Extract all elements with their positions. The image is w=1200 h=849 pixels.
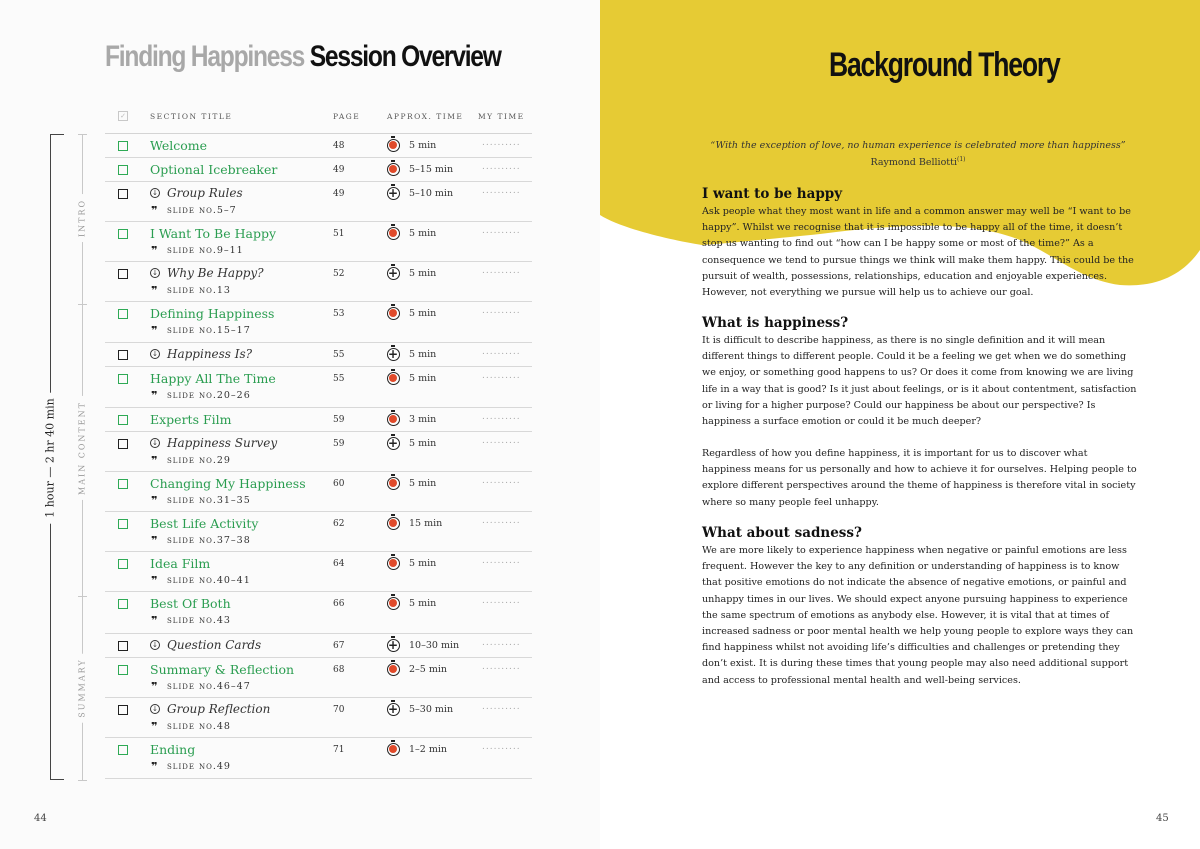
row-checkbox[interactable] <box>118 479 128 489</box>
quote-text: “With the exception of love, no human experience is celebrated more than happiness” <box>710 140 1126 151</box>
table-row <box>105 634 532 658</box>
row-time: 15 min <box>409 518 443 529</box>
row-page: 55 <box>333 374 345 384</box>
quote-reference: (1) <box>956 156 966 163</box>
row-title: Welcome <box>150 138 208 153</box>
timer-icon <box>387 477 400 490</box>
section-label-summary: SUMMARY <box>78 653 87 722</box>
row-time: 5 min <box>409 308 437 319</box>
row-time: 5 min <box>409 478 437 489</box>
table-row <box>105 698 532 738</box>
right-page <box>600 0 1200 849</box>
slide-quote-icon: ❞ <box>151 244 159 257</box>
row-time: 5 min <box>409 268 437 279</box>
page-number-right: 45 <box>1156 813 1169 824</box>
slide-reference <box>151 204 237 217</box>
table-row <box>105 432 532 472</box>
slide-quote-icon: ❞ <box>151 720 159 733</box>
optional-timer-icon: + <box>388 266 399 280</box>
optional-timer-icon: + <box>388 436 399 450</box>
row-checkbox[interactable] <box>118 229 128 239</box>
heading-what-is-happiness: What is happiness? <box>702 315 849 331</box>
row-time: 5–10 min <box>409 188 454 199</box>
quote-author-name: Raymond Belliotti <box>870 157 957 169</box>
row-time: 5 min <box>409 228 437 239</box>
title-light: Finding Happiness <box>105 40 305 73</box>
my-time-field[interactable]: .......... <box>482 476 521 486</box>
row-checkbox[interactable] <box>118 141 128 151</box>
row-page: 64 <box>333 559 345 569</box>
table-row <box>105 472 532 512</box>
heading-what-about-sadness: What about sadness? <box>702 525 862 541</box>
row-title: Group Rules <box>167 186 243 200</box>
my-time-field[interactable]: .......... <box>482 138 521 148</box>
slide-reference <box>151 454 231 467</box>
row-checkbox[interactable] <box>118 189 128 199</box>
download-icon: ↓ <box>150 640 160 650</box>
slide-quote-icon: ❞ <box>151 760 159 773</box>
slide-reference <box>151 680 251 693</box>
download-icon: ↓ <box>150 704 160 714</box>
row-title: Summary & Reflection <box>150 662 295 677</box>
table-row <box>105 658 532 698</box>
row-page: 67 <box>333 641 345 651</box>
table-row <box>105 158 532 182</box>
slide-label: slide no.46–47 <box>167 681 251 692</box>
section-label-intro: INTRO <box>78 194 87 242</box>
row-checkbox[interactable] <box>118 599 128 609</box>
slide-reference <box>151 760 231 773</box>
row-time: 5–30 min <box>409 704 454 715</box>
row-checkbox[interactable] <box>118 705 128 715</box>
table-row <box>105 512 532 552</box>
slide-label: slide no.5–7 <box>167 205 237 216</box>
row-checkbox[interactable] <box>118 165 128 175</box>
timer-icon <box>387 139 400 152</box>
slide-quote-icon: ❞ <box>151 574 159 587</box>
slide-label: slide no.48 <box>167 721 231 732</box>
optional-timer-icon: + <box>388 638 399 652</box>
slide-quote-icon: ❞ <box>151 284 159 297</box>
slide-label: slide no.13 <box>167 285 231 296</box>
optional-timer-icon: + <box>388 702 399 716</box>
header-section-title: SECTION TITLE <box>150 112 233 121</box>
my-time-field[interactable]: .......... <box>482 516 521 526</box>
slide-reference <box>151 534 251 547</box>
my-time-field[interactable]: .......... <box>482 371 521 381</box>
header-page: PAGE <box>333 112 361 121</box>
timer-icon <box>387 743 400 756</box>
timer-icon <box>387 163 400 176</box>
row-time: 5 min <box>409 598 437 609</box>
row-checkbox[interactable] <box>118 519 128 529</box>
heading-want-to-be-happy: I want to be happy <box>702 186 843 202</box>
slide-reference <box>151 574 251 587</box>
row-checkbox[interactable] <box>118 269 128 279</box>
row-page: 68 <box>333 665 345 675</box>
row-checkbox[interactable] <box>118 745 128 755</box>
row-checkbox[interactable] <box>118 350 128 360</box>
row-time: 2–5 min <box>409 664 448 675</box>
row-title: Defining Happiness <box>150 306 275 321</box>
row-time: 5 min <box>409 349 437 360</box>
table-row <box>105 552 532 592</box>
slide-quote-icon: ❞ <box>151 680 159 693</box>
title-dark: Session Overview <box>309 40 501 73</box>
row-title: I Want To Be Happy <box>150 226 277 241</box>
row-page: 48 <box>333 141 345 151</box>
table-row <box>105 592 532 634</box>
row-page: 59 <box>333 415 345 425</box>
slide-quote-icon: ❞ <box>151 324 159 337</box>
table-row <box>105 182 532 222</box>
slide-quote-icon: ❞ <box>151 494 159 507</box>
row-title: Happiness Is? <box>167 347 253 361</box>
row-checkbox[interactable] <box>118 374 128 384</box>
slide-reference <box>151 720 231 733</box>
row-title: Experts Film <box>150 412 232 427</box>
paragraph-what-about-sadness: We are more likely to experience happiness when negative or painful emotions are less frequent. However the key to any definition or understanding of happiness is to know that positive emotions do not indicate the absence of negative emotions, or painful and unhappy times in our lives. We should expect anyone pursuing happiness to experience the same spectrum of emotions as anybody else. However, it is vital that at times of increased sadness or poor mental health we help young people to explore ways they can find happiness whilst not avoiding life’s difficulties and challenges or pretending they don’t exist. It is during these times that young people may also need additional support and access to professional mental health and well-being services. <box>702 545 1134 686</box>
header-approx-time: APPROX. TIME <box>387 112 464 121</box>
optional-timer-icon: + <box>388 186 399 200</box>
slide-label: slide no.40–41 <box>167 575 251 586</box>
my-time-field[interactable]: .......... <box>482 347 521 357</box>
slide-reference <box>151 389 251 402</box>
my-time-field[interactable]: .......... <box>482 596 521 606</box>
my-time-field[interactable]: .......... <box>482 306 521 316</box>
table-row <box>105 408 532 432</box>
slide-label: slide no.15–17 <box>167 325 251 336</box>
timer-icon <box>387 372 400 385</box>
timer-icon <box>387 557 400 570</box>
row-page: 49 <box>333 189 345 199</box>
my-time-field[interactable]: .......... <box>482 226 521 236</box>
row-checkbox[interactable] <box>118 439 128 449</box>
row-time: 1–2 min <box>409 744 448 755</box>
slide-label: slide no.31–35 <box>167 495 251 506</box>
row-time: 5 min <box>409 438 437 449</box>
row-checkbox[interactable] <box>118 665 128 675</box>
timer-icon <box>387 307 400 320</box>
row-time: 5 min <box>409 558 437 569</box>
table-row <box>105 222 532 262</box>
section-label-main: MAIN CONTENT <box>78 396 87 500</box>
slide-quote-icon: ❞ <box>151 389 159 402</box>
row-page: 60 <box>333 479 345 489</box>
section-tick <box>78 134 87 135</box>
my-time-field[interactable]: .......... <box>482 436 521 446</box>
table-row <box>105 738 532 779</box>
slide-reference <box>151 324 251 337</box>
my-time-field[interactable]: .......... <box>482 412 521 422</box>
page-number-left: 44 <box>34 813 47 824</box>
slide-quote-icon: ❞ <box>151 614 159 627</box>
row-checkbox[interactable] <box>118 559 128 569</box>
my-time-field[interactable]: .......... <box>482 266 521 276</box>
timer-icon <box>387 663 400 676</box>
slide-label: slide no.49 <box>167 761 231 772</box>
slide-label: slide no.37–38 <box>167 535 251 546</box>
slide-quote-icon: ❞ <box>151 534 159 547</box>
my-time-field[interactable]: .......... <box>482 742 521 752</box>
table-row <box>105 134 532 158</box>
paragraph-what-is-happiness: It is difficult to describe happiness, as there is no single definition and it will mean different things to different people. Could it be a feeling we get when we do something we enjoy, or something good happens to us? Or does it come from knowing we are living life in a way that is good? Is it just about feelings, or is it about contentment, satisfaction or living for a higher purpose? Could our happiness be about our perspective? Is happiness a surface emotion or could it be much deeper? <box>702 335 1137 428</box>
section-tick <box>78 780 87 781</box>
my-time-field[interactable]: .......... <box>482 162 521 172</box>
row-time: 3 min <box>409 414 437 425</box>
header-my-time: MY TIME <box>478 112 525 121</box>
download-icon: ↓ <box>150 188 160 198</box>
row-title: Best Of Both <box>150 596 231 611</box>
row-title: Idea Film <box>150 556 211 571</box>
row-page: 51 <box>333 229 345 239</box>
row-title: Changing My Happiness <box>150 476 306 491</box>
my-time-field[interactable]: .......... <box>482 702 521 712</box>
table-header <box>105 106 532 134</box>
row-title: Best Life Activity <box>150 516 259 531</box>
download-icon: ↓ <box>150 349 160 359</box>
quote-author <box>702 156 1134 168</box>
row-checkbox[interactable] <box>118 641 128 651</box>
check-header-icon: ✓ <box>118 111 128 121</box>
slide-reference <box>151 494 251 507</box>
row-page: 52 <box>333 269 345 279</box>
row-page: 55 <box>333 350 345 360</box>
row-title: Optional Icebreaker <box>150 162 278 177</box>
optional-timer-icon: + <box>388 347 399 361</box>
slide-reference <box>151 244 244 257</box>
row-page: 53 <box>333 309 345 319</box>
slide-reference <box>151 614 231 627</box>
duration-label: 1 hour — 2 hr 40 min <box>44 392 57 523</box>
timer-icon <box>387 413 400 426</box>
table-row <box>105 367 532 408</box>
my-time-field[interactable]: .......... <box>482 638 521 648</box>
slide-label: slide no.43 <box>167 615 231 626</box>
row-page: 71 <box>333 745 345 755</box>
my-time-field[interactable]: .......... <box>482 186 521 196</box>
my-time-field[interactable]: .......... <box>482 662 521 672</box>
row-title: Happiness Survey <box>167 436 278 450</box>
download-icon: ↓ <box>150 268 160 278</box>
background-theory-title: Background Theory <box>829 46 1060 84</box>
slide-quote-icon: ❞ <box>151 454 159 467</box>
table-row <box>105 302 532 343</box>
row-title: Question Cards <box>167 638 262 652</box>
page-title <box>105 40 501 74</box>
table-row <box>105 262 532 302</box>
paragraph-want-to-be-happy: Ask people what they most want in life and a common answer may well be “I want to be happy”. Whilst we recognise that it is impossible to be happy all of the time, it doesn’t stop us wanting to find out “how can I be happy some or most of the time?” As a consequence we tend to pursue things we think will make them happy. This could be the pursuit of wealth, possessions, relationships, education and enjoyable experiences. However, not everything we pursue will help us to achieve our goal. <box>702 206 1134 299</box>
my-time-field[interactable]: .......... <box>482 556 521 566</box>
slide-label: slide no.20–26 <box>167 390 251 401</box>
row-page: 59 <box>333 439 345 449</box>
row-checkbox[interactable] <box>118 309 128 319</box>
row-title: Group Reflection <box>167 702 271 716</box>
row-time: 5–15 min <box>409 164 454 175</box>
row-page: 70 <box>333 705 345 715</box>
row-time: 5 min <box>409 373 437 384</box>
row-time: 10–30 min <box>409 640 460 651</box>
row-time: 5 min <box>409 140 437 151</box>
row-checkbox[interactable] <box>118 415 128 425</box>
row-page: 49 <box>333 165 345 175</box>
row-title: Ending <box>150 742 196 757</box>
slide-quote-icon: ❞ <box>151 204 159 217</box>
paragraph-regardless: Regardless of how you define happiness, it is important for us to discover what happiness means for us personally and how to achieve it for ourselves. Helping people to explore different perspectives around the theme of happiness is therefore vital in society where so many people feel unhappy. <box>702 448 1137 508</box>
slide-label: slide no.9–11 <box>167 245 244 256</box>
row-page: 62 <box>333 519 345 529</box>
download-icon: ↓ <box>150 438 160 448</box>
slide-reference <box>151 284 231 297</box>
row-title: Why Be Happy? <box>167 266 264 280</box>
slide-label: slide no.29 <box>167 455 231 466</box>
timer-icon <box>387 597 400 610</box>
timer-icon <box>387 517 400 530</box>
row-page: 66 <box>333 599 345 609</box>
table-row <box>105 343 532 367</box>
row-title: Happy All The Time <box>150 371 276 386</box>
timer-icon <box>387 227 400 240</box>
